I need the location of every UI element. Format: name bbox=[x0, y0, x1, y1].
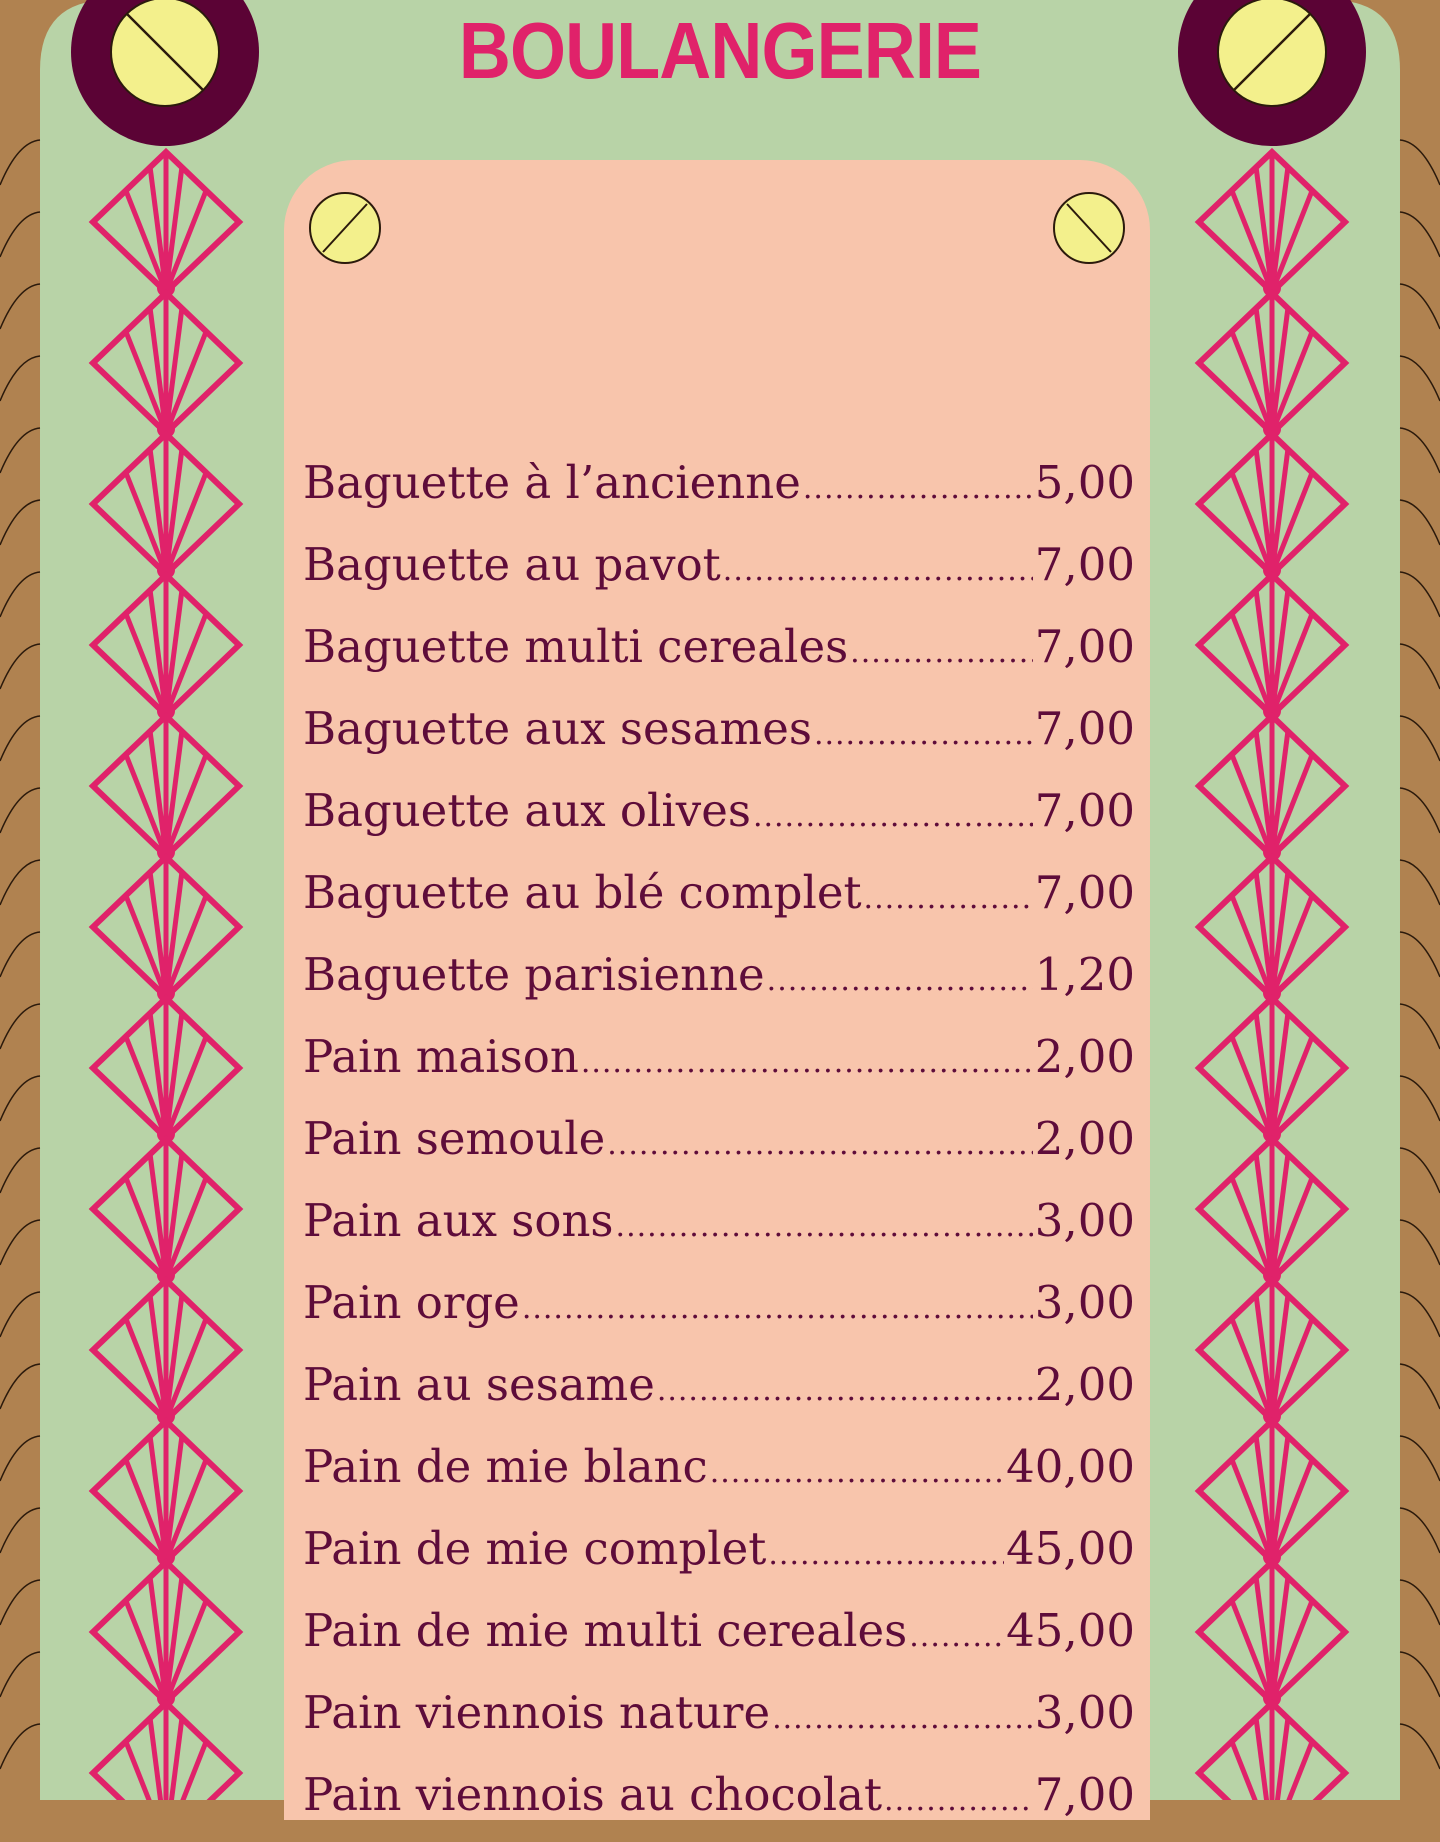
dot-leader bbox=[864, 858, 1033, 940]
item-price: 7,00 bbox=[1034, 866, 1135, 919]
item-price: 7,00 bbox=[1034, 538, 1135, 591]
screw-icon bbox=[310, 193, 380, 263]
item-name: Pain maison bbox=[303, 1030, 579, 1083]
menu-item bbox=[303, 1180, 1135, 1262]
item-price: 2,00 bbox=[1034, 1030, 1135, 1083]
menu-item bbox=[303, 934, 1135, 1016]
item-price: 3,00 bbox=[1034, 1276, 1135, 1329]
item-name: Pain orge bbox=[303, 1276, 520, 1329]
price-list bbox=[303, 442, 1135, 1836]
menu-item bbox=[303, 1262, 1135, 1344]
item-name: Pain de mie multi cereales bbox=[303, 1604, 908, 1657]
item-name: Baguette aux sesames bbox=[303, 702, 812, 755]
item-price: 7,00 bbox=[1034, 702, 1135, 755]
dot-leader bbox=[616, 1186, 1033, 1268]
dot-leader bbox=[607, 1104, 1033, 1186]
item-price: 7,00 bbox=[1034, 784, 1135, 837]
item-name: Pain viennois nature bbox=[303, 1686, 771, 1739]
menu-item bbox=[303, 1098, 1135, 1180]
menu-item bbox=[303, 770, 1135, 852]
menu-item bbox=[303, 1590, 1135, 1672]
dot-leader bbox=[753, 776, 1033, 858]
item-price: 2,00 bbox=[1034, 1112, 1135, 1165]
item-name: Baguette multi cereales bbox=[303, 620, 849, 673]
menu-item bbox=[303, 1016, 1135, 1098]
menu-item bbox=[303, 442, 1135, 524]
menu-item bbox=[303, 1754, 1135, 1836]
item-price: 2,00 bbox=[1034, 1358, 1135, 1411]
menu-item bbox=[303, 688, 1135, 770]
dot-leader bbox=[850, 612, 1033, 694]
item-price: 1,20 bbox=[1034, 948, 1135, 1001]
item-price: 45,00 bbox=[1006, 1522, 1135, 1575]
dot-leader bbox=[710, 1432, 1004, 1514]
dot-leader bbox=[723, 530, 1033, 612]
menu-item bbox=[303, 1426, 1135, 1508]
item-price: 3,00 bbox=[1034, 1686, 1135, 1739]
menu-item bbox=[303, 524, 1135, 606]
dot-leader bbox=[803, 448, 1033, 530]
item-name: Pain au sesame bbox=[303, 1358, 655, 1411]
dot-leader bbox=[581, 1022, 1033, 1104]
panel-screws bbox=[284, 160, 1150, 320]
item-name: Pain viennois au chocolat bbox=[303, 1768, 883, 1821]
dot-leader bbox=[522, 1268, 1033, 1350]
item-name: Pain semoule bbox=[303, 1112, 606, 1165]
item-price: 40,00 bbox=[1006, 1440, 1135, 1493]
item-price: 45,00 bbox=[1006, 1604, 1135, 1657]
menu-item bbox=[303, 1344, 1135, 1426]
page-title: BOULANGERIE bbox=[458, 6, 982, 95]
item-name: Pain de mie blanc bbox=[303, 1440, 708, 1493]
dot-leader bbox=[767, 940, 1033, 1022]
item-name: Baguette à l’ancienne bbox=[303, 456, 801, 509]
item-name: Baguette parisienne bbox=[303, 948, 765, 1001]
item-price: 7,00 bbox=[1034, 1768, 1135, 1821]
dot-leader bbox=[768, 1514, 1004, 1596]
dot-leader bbox=[814, 694, 1033, 776]
dot-leader bbox=[772, 1678, 1033, 1760]
item-price: 5,00 bbox=[1034, 456, 1135, 509]
item-name: Pain de mie complet bbox=[303, 1522, 767, 1575]
menu-item bbox=[303, 1508, 1135, 1590]
item-price: 3,00 bbox=[1034, 1194, 1135, 1247]
dot-leader bbox=[909, 1596, 1004, 1678]
item-price: 7,00 bbox=[1034, 620, 1135, 673]
dot-leader bbox=[884, 1760, 1033, 1842]
menu-item bbox=[303, 1672, 1135, 1754]
screw-icon bbox=[1054, 193, 1124, 263]
menu-item bbox=[303, 852, 1135, 934]
item-name: Baguette aux olives bbox=[303, 784, 751, 837]
item-name: Pain aux sons bbox=[303, 1194, 614, 1247]
dot-leader bbox=[657, 1350, 1033, 1432]
item-name: Baguette au blé complet bbox=[303, 866, 862, 919]
menu-item bbox=[303, 606, 1135, 688]
item-name: Baguette au pavot bbox=[303, 538, 721, 591]
